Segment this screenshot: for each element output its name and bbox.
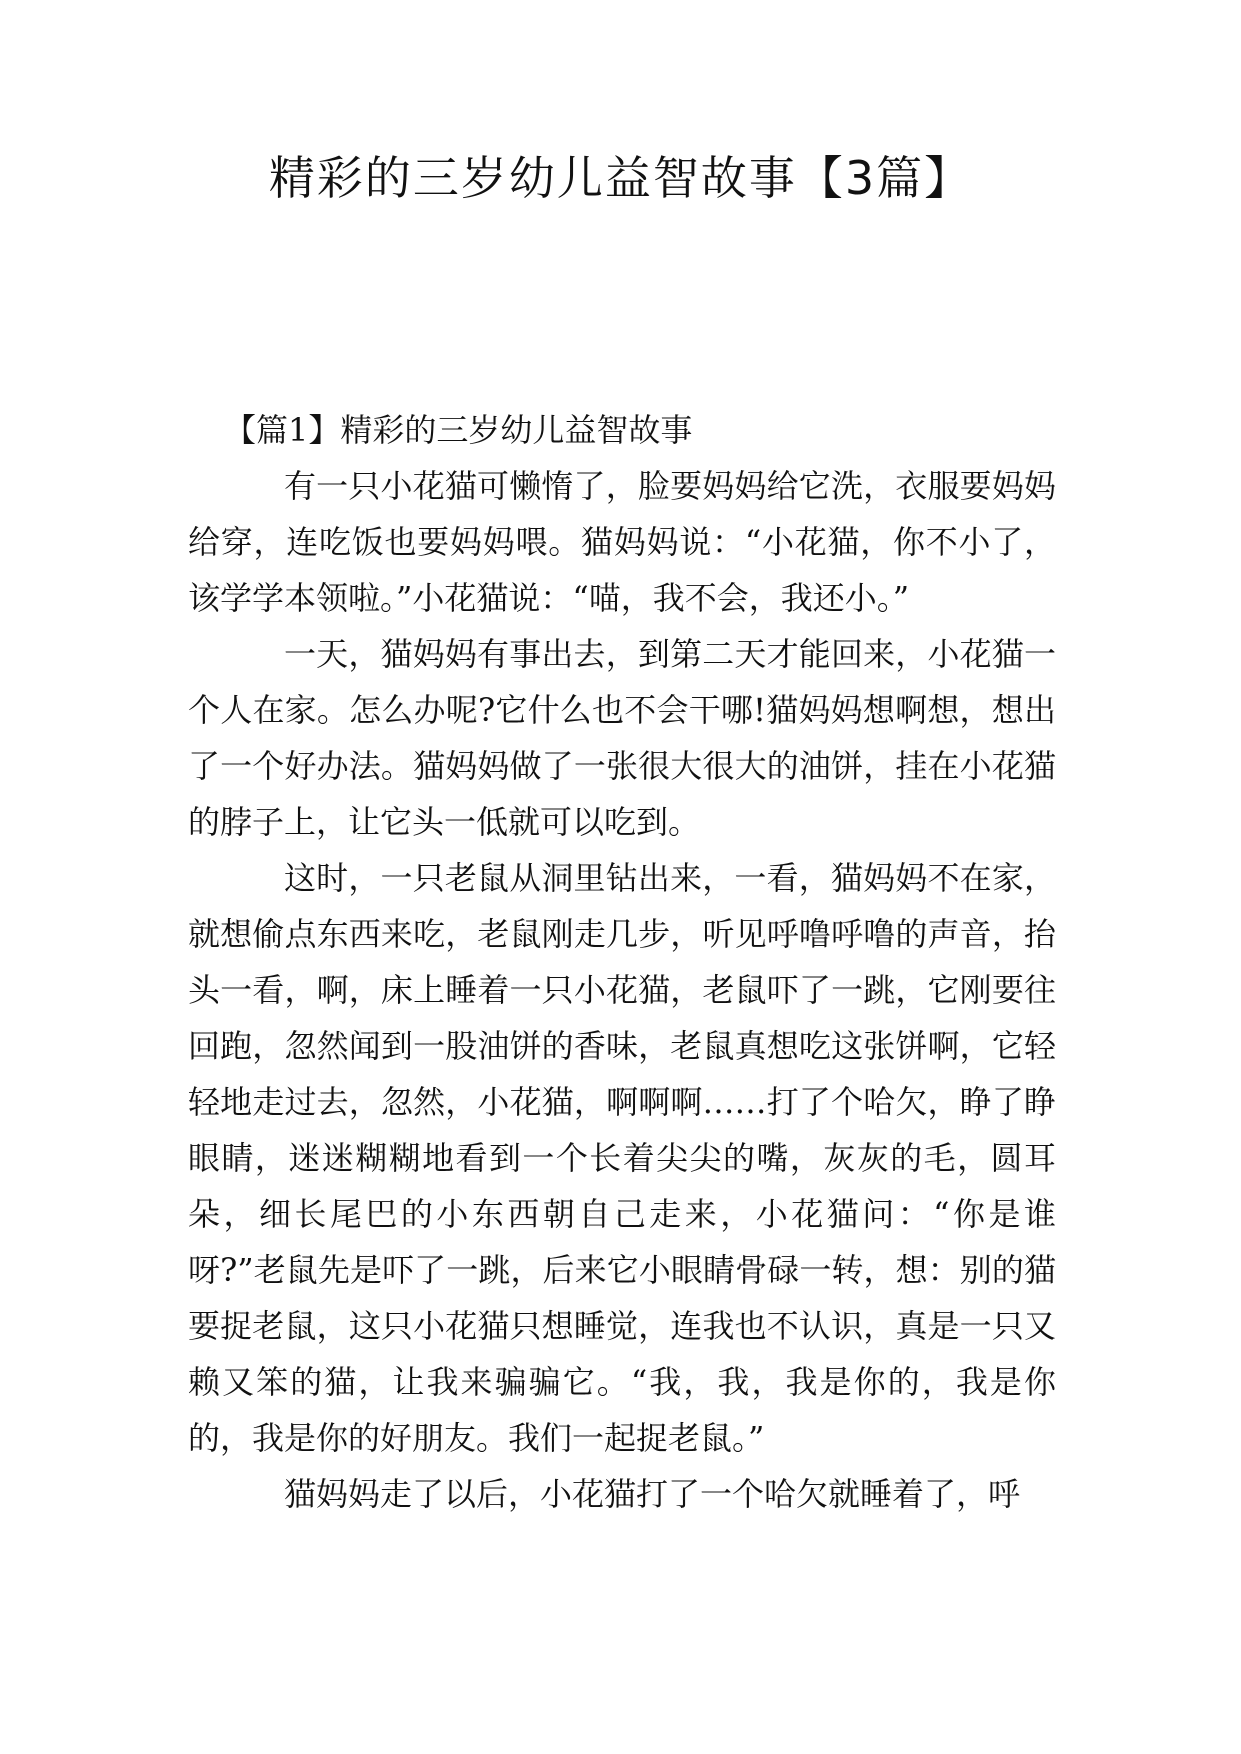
section-heading: 【篇1】精彩的三岁幼儿益智故事 xyxy=(224,411,693,449)
paragraph-4: 猫妈妈走了以后，小花猫打了一个哈欠就睡着了，呼 xyxy=(284,1475,1021,1513)
paragraph-2: 一天，猫妈妈有事出去，到第二天才能回来，小花猫一个人在家。怎么办呢?它什么也不会干哪!猫妈妈想啊想，想出了一个好办法。猫妈妈做了一张很大很大的油饼，挂在小花猫的脖子上，让它头一低就可以吃到。 xyxy=(188,635,1056,841)
paragraph-1: 有一只小花猫可懒惰了，脸要妈妈给它洗，衣服要妈妈给穿，连吃饭也要妈妈喂。猫妈妈说：“小花猫，你不小了，该学学本领啦。”小花猫说：“喵，我不会，我还小。” xyxy=(188,467,1056,617)
paragraph-3: 这时，一只老鼠从洞里钻出来，一看，猫妈妈不在家，就想偷点东西来吃，老鼠刚走几步，听见呼噜呼噜的声音，抬头一看，啊，床上睡着一只小花猫，老鼠吓了一跳，它刚要往回跑，忽然闻到一股油饼的香味，老鼠真想吃这张饼啊，它轻轻地走过去，忽然，小花猫，啊啊啊……打了个哈欠，睁了睁眼睛，迷迷糊糊地看到一个长着尖尖的嘴，灰灰的毛，圆耳朵，细长尾巴的小东西朝自己走来，小花猫问：“你是谁呀?”老鼠先是吓了一跳，后来它小眼睛骨碌一转，想：别的猫要捉老鼠，这只小花猫只想睡觉，连我也不认识，真是一只又赖又笨的猫，让我来骗骗它。“我，我，我是你的，我是你的，我是你的好朋友。我们一起捉老鼠。” xyxy=(188,859,1056,1457)
document-body xyxy=(188,402,1056,1522)
document-title: 精彩的三岁幼儿益智故事【3篇】 xyxy=(268,151,973,205)
